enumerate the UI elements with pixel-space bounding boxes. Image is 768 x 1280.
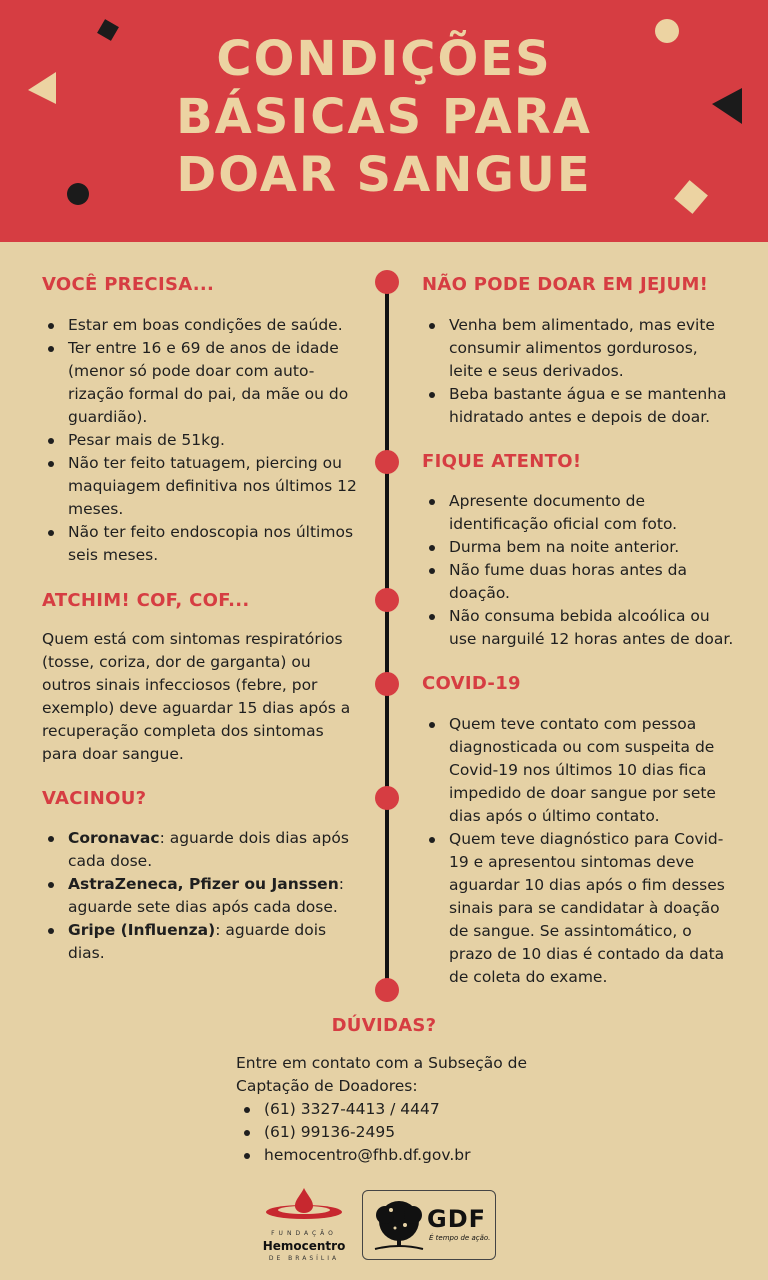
- section-heading-jejum: NÃO PODE DOAR EM JEJUM!: [422, 274, 709, 295]
- hemocentro-bottom-text: DE BRASÍLIA: [268, 1255, 340, 1262]
- vaccine-name: Coronavac: [68, 829, 160, 847]
- title-line: DOAR SANGUE: [176, 147, 592, 203]
- vaccine-name: AstraZeneca, Pfizer ou Janssen: [68, 875, 339, 893]
- contact-phone[interactable]: (61) 3327-4413 / 4447: [236, 1098, 556, 1121]
- hemocentro-logo: [258, 1186, 350, 1264]
- section-heading-duvidas: DÚVIDAS?: [331, 1015, 437, 1036]
- hemocentro-name: Hemocentro: [262, 1239, 346, 1253]
- vaccine-rule: : aguarde dois dias após cada dose.: [68, 829, 349, 870]
- list-item: Beba bastante água e se mantenha hidratado antes e depois de doar.: [421, 383, 731, 429]
- section-heading-atchim: ATCHIM! COF, COF...: [42, 590, 250, 611]
- title-line: BÁSICAS PARA: [176, 89, 592, 145]
- list-item: [40, 827, 358, 873]
- list-item: Estar em boas condições de saúde.: [40, 314, 358, 337]
- list-item: Não fume duas horas antes da doação.: [421, 559, 737, 605]
- header-banner: [0, 0, 768, 242]
- vaccine-name: Gripe (Influenza): [68, 921, 216, 939]
- list-item: Venha bem alimentado, mas evite consumir alimentos gordurosos, leite e seus derivados.: [421, 314, 731, 383]
- fique-atento-list: [421, 490, 737, 651]
- blood-drop-icon: [264, 1186, 344, 1222]
- contact-email[interactable]: hemocentro@fhb.df.gov.br: [236, 1144, 556, 1167]
- jejum-list: [421, 314, 731, 429]
- list-item: Não ter feito tatuagem, piercing ou maquiagem definitiva nos últimos 12 meses.: [40, 452, 358, 521]
- list-item: [40, 919, 358, 965]
- vaccine-rule: : aguarde sete dias após cada dose.: [68, 875, 344, 916]
- timeline-dot: [375, 450, 399, 474]
- list-item: Pesar mais de 51kg.: [40, 429, 358, 452]
- timeline-dot: [375, 270, 399, 294]
- list-item: Ter entre 16 e 69 de anos de idade (menor só pode doar com auto- rização formal do pai, da mãe ou do guardião).: [40, 337, 358, 429]
- duvidas-text: Entre em contato com a Subseção de Captação de Doadores:: [236, 1054, 528, 1095]
- vaccine-rule: : aguarde dois dias.: [68, 921, 327, 962]
- list-item: [40, 873, 358, 919]
- hemocentro-top-text: FUNDAÇÃO: [271, 1230, 337, 1237]
- vacinou-list: [40, 827, 358, 965]
- list-item: Durma bem na noite anterior.: [421, 536, 737, 559]
- section-heading-fique-atento: FIQUE ATENTO!: [422, 451, 582, 472]
- timeline-dot: [375, 588, 399, 612]
- atchim-text: Quem está com sintomas respiratórios (tosse, coriza, dor de garganta) ou outros sinais infecciosos (febre, por exemplo) deve aguardar 15 dias após a recuperação completa dos sintomas para doar sangue.: [42, 630, 351, 763]
- section-heading-vacinou: VACINOU?: [42, 788, 147, 809]
- contact-phone[interactable]: (61) 99136-2495: [236, 1121, 556, 1144]
- page-title: [0, 30, 768, 204]
- list-item: Não consuma bebida alcoólica ou use narguilé 12 horas antes de doar.: [421, 605, 737, 651]
- list-item: Quem teve diagnóstico para Covid-19 e apresentou sintomas deve aguardar 10 dias após o fim desses sinais para se candidatar à doação de sangue. Se assintomático, o prazo de 10 dias é contado da data de coleta do exame.: [421, 828, 727, 989]
- tree-icon: [371, 1197, 427, 1255]
- voce-precisa-list: [40, 314, 358, 567]
- covid-list: [421, 713, 727, 989]
- timeline-dot: [375, 672, 399, 696]
- gdf-name: GDF: [427, 1205, 487, 1233]
- gdf-logo: [362, 1190, 496, 1260]
- list-item: Não ter feito endoscopia nos últimos seis meses.: [40, 521, 358, 567]
- section-heading-covid: COVID-19: [422, 673, 521, 694]
- list-item: Quem teve contato com pessoa diagnosticada ou com suspeita de Covid-19 nos últimos 10 dias fica impedido de doar sangue por sete dias após o último contato.: [421, 713, 727, 828]
- list-item: Apresente documento de identificação oficial com foto.: [421, 490, 737, 536]
- timeline-dot: [375, 978, 399, 1002]
- timeline-line: [385, 282, 389, 988]
- contact-list: [236, 1098, 556, 1167]
- gdf-tagline: É tempo de ação.: [429, 1234, 491, 1242]
- section-heading-voce-precisa: VOCÊ PRECISA...: [42, 274, 215, 295]
- timeline-dot: [375, 786, 399, 810]
- title-line: CONDIÇÕES: [216, 31, 552, 87]
